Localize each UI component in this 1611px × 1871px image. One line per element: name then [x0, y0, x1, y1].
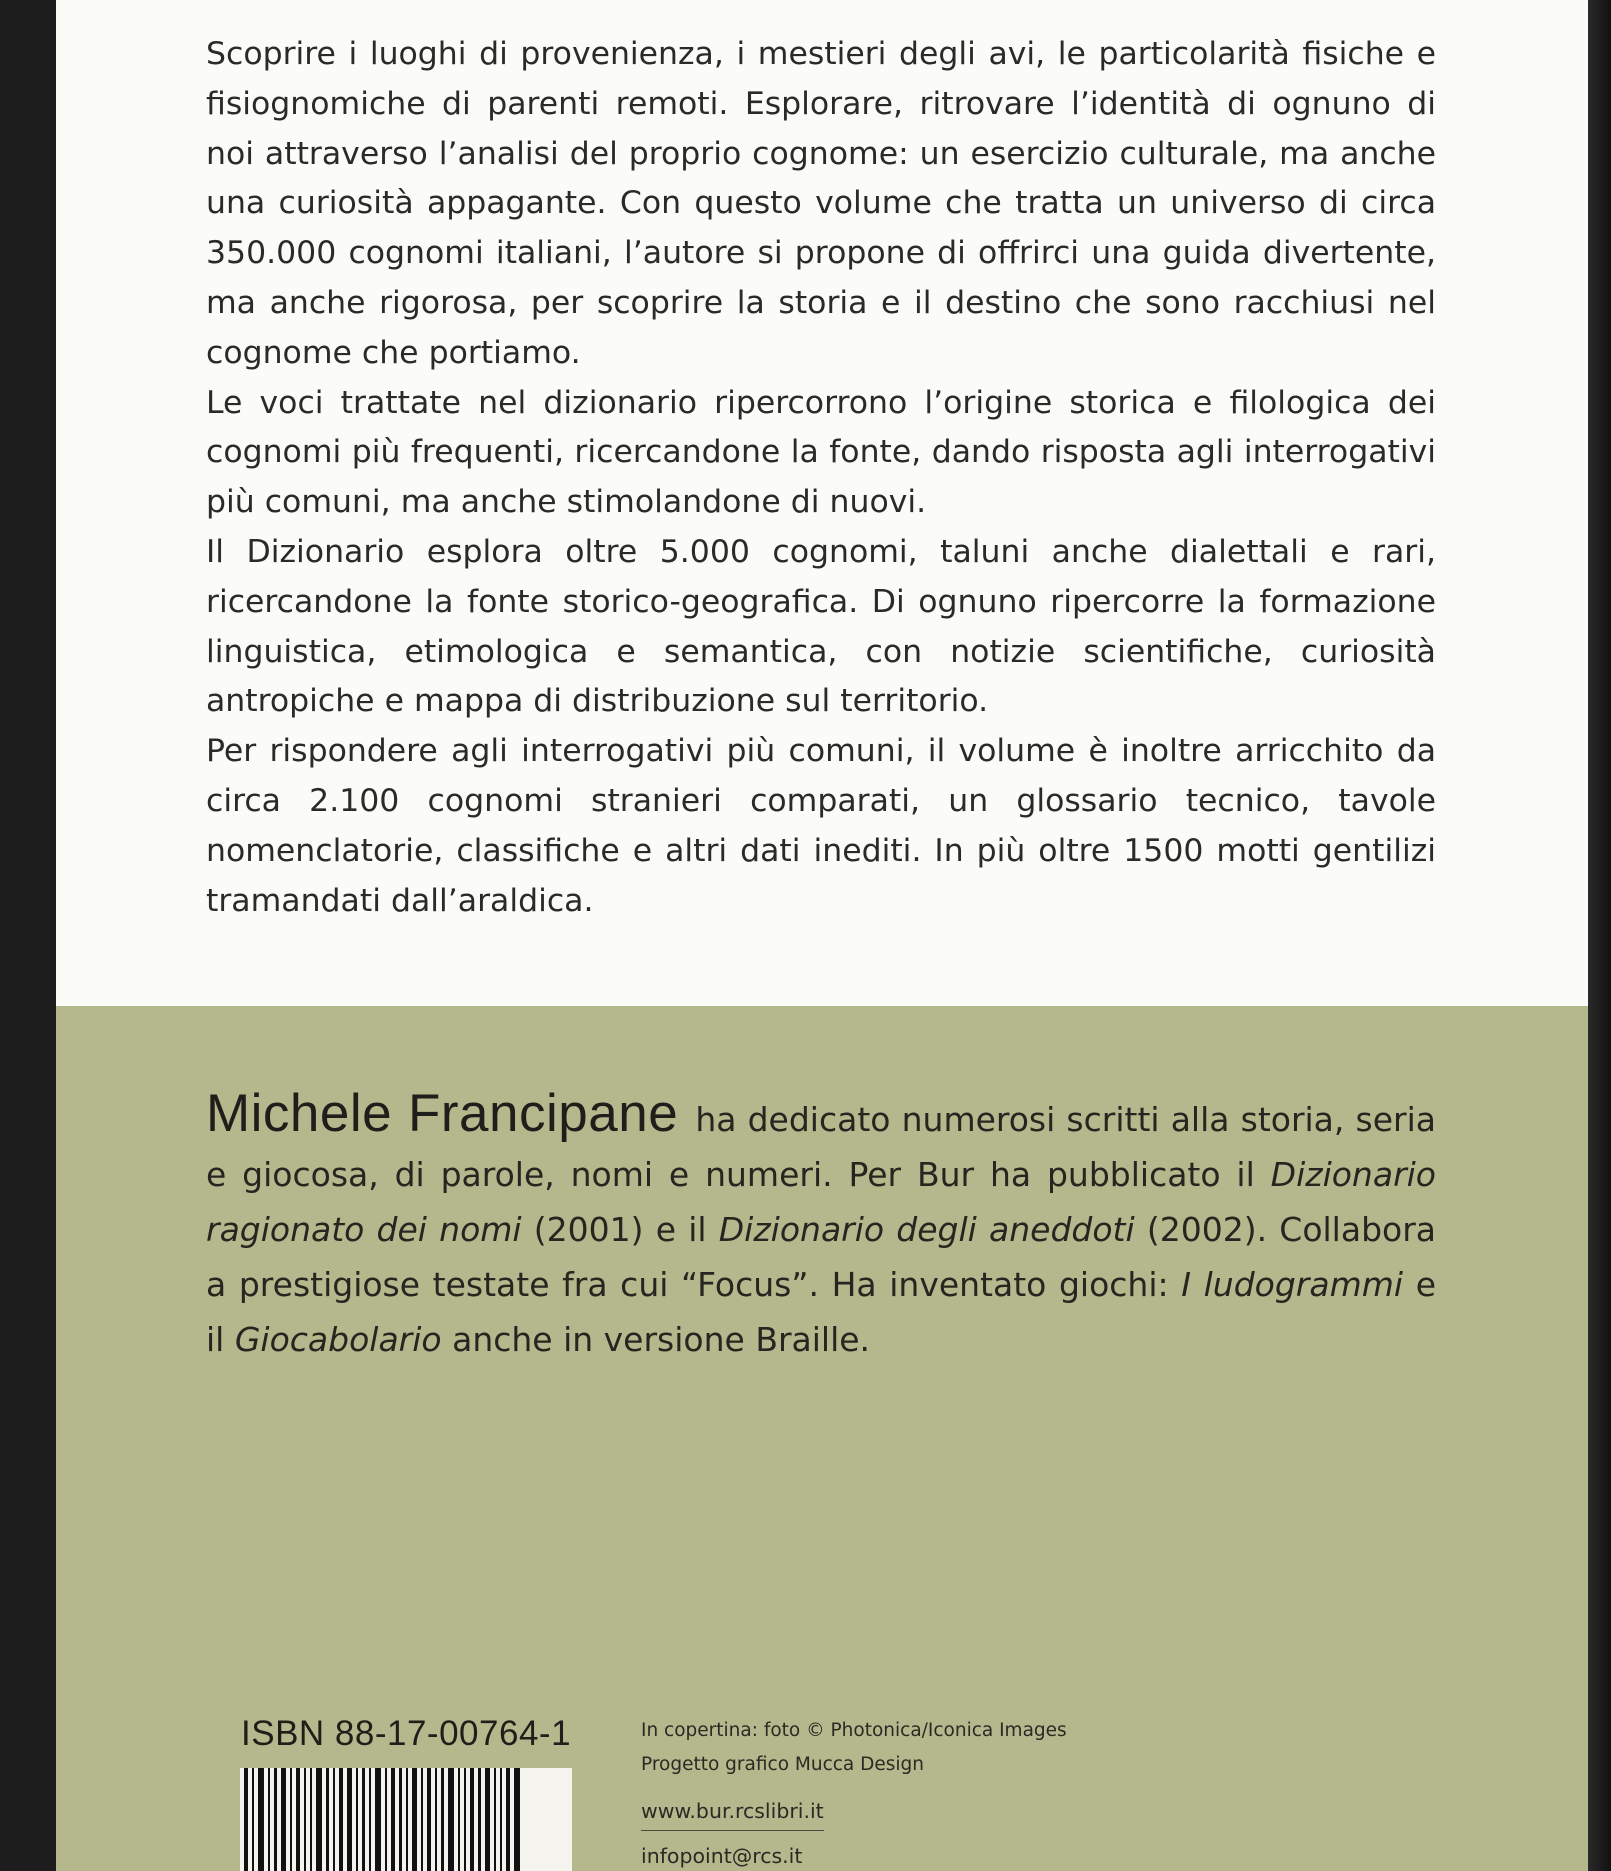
design-credit: Progetto grafico Mucca Design — [641, 1754, 925, 1775]
barcode-bar — [500, 1768, 502, 1871]
barcode-bar — [458, 1768, 460, 1871]
bio-text-3: (2002). Collabora a prestigiose testate fra cui “Focus”. Ha inventato giochi: — [206, 1210, 1436, 1304]
barcode — [240, 1768, 572, 1871]
barcode-bar — [281, 1768, 286, 1871]
email-link[interactable]: infopoint@rcs.it — [641, 1844, 803, 1868]
credits-block — [641, 1714, 1161, 1871]
barcode-bar — [427, 1768, 431, 1871]
bio-text-4: e il — [206, 1265, 1437, 1359]
barcode-bar — [441, 1768, 444, 1871]
barcode-bar — [244, 1768, 248, 1871]
barcode-bar — [375, 1768, 381, 1871]
barcode-bar — [347, 1768, 352, 1871]
book-title-1: Dizionario ragionato dei nomi — [206, 1155, 1436, 1249]
barcode-bar — [421, 1768, 423, 1871]
author-band — [56, 1006, 1588, 1871]
barcode-bar — [268, 1768, 270, 1871]
barcode-bar — [258, 1768, 264, 1871]
description-block — [206, 30, 1436, 926]
description-paragraph-1: Scoprire i luoghi di provenienza, i mestieri degli avi, le particolarità fisiche e fisiognomiche di parenti remoti. Esplorare, ritrovare l’identità di ognuno di noi attraverso l’analisi del proprio cognome: un esercizio culturale, ma anche una curiosità appagante. Con questo volume che tratta un universo di circa 350.000 cognomi italiani, l’autore si propone di offrirci una guida divertente, ma anche rigorosa, per scoprire la storia e il destino che sono racchiusi nel cognome che portiamo. — [206, 36, 1436, 371]
author-bio — [206, 1086, 1436, 1367]
barcode-bar — [326, 1768, 329, 1871]
author-name: Michele Francipane — [206, 1084, 679, 1143]
barcode-bar — [514, 1768, 520, 1871]
spine-edge — [1588, 0, 1611, 1871]
barcode-bar — [485, 1768, 490, 1871]
barcode-bar — [478, 1768, 481, 1871]
barcode-bar — [316, 1768, 322, 1871]
isbn-label: ISBN 88-17-00764-1 — [241, 1714, 572, 1753]
barcode-bar — [369, 1768, 371, 1871]
barcode-bar — [290, 1768, 292, 1871]
cover-photo-credit: In copertina: foto © Photonica/Iconica Images — [641, 1720, 1067, 1741]
bio-text-5: anche in versione Braille. — [452, 1320, 871, 1359]
barcode-bar — [406, 1768, 408, 1871]
barcode-bar — [252, 1768, 254, 1871]
barcode-bar — [412, 1768, 417, 1871]
barcode-bar — [385, 1768, 387, 1871]
barcode-bar — [391, 1768, 395, 1871]
barcode-bar — [356, 1768, 358, 1871]
bio-text-2: (2001) e il — [533, 1210, 707, 1249]
barcode-bar — [274, 1768, 277, 1871]
back-cover — [56, 0, 1588, 1871]
barcode-bar — [464, 1768, 466, 1871]
bio-text-1: ha dedicato numerosi scritti alla storia, seria e giocosa, di parole, nomi e numeri. Per Bur ha pubblicato il — [206, 1100, 1436, 1194]
barcode-bar — [304, 1768, 306, 1871]
barcode-bar — [296, 1768, 300, 1871]
barcode-bar — [399, 1768, 402, 1871]
book-title-2: Dizionario degli aneddoti — [718, 1210, 1135, 1249]
description-paragraph-2: Le voci trattate nel dizionario ripercorrono l’origine storica e filologica dei cognomi più frequenti, ricercandone la fonte, dando risposta agli interrogativi più comuni, ma anche stimolandone di nuovi. — [206, 384, 1436, 521]
game-title-2: Giocabolario — [234, 1320, 442, 1359]
description-paragraph-3: Il Dizionario esplora oltre 5.000 cognomi, taluni anche dialettali e rari, ricercandone la fonte storico-geografica. Di ognuno ripercorre la formazione linguistica, etimologica e semantica, con notizie scientifiche, curiosità antropiche e mappa di distribuzione sul territorio. — [206, 533, 1436, 720]
barcode-bar — [470, 1768, 474, 1871]
barcode-bar — [448, 1768, 454, 1871]
description-paragraph-4: Per rispondere agli interrogativi più comuni, il volume è inoltre arricchito da circa 2.100 cognomi stranieri comparati, un glossario tecnico, tavole nomenclatorie, classifiche e altri dati inediti. In più oltre 1500 motti gentilizi tramandati dall’araldica. — [206, 733, 1436, 919]
barcode-bar — [333, 1768, 335, 1871]
barcode-bar — [310, 1768, 312, 1871]
barcode-bar — [339, 1768, 343, 1871]
barcode-bar — [362, 1768, 365, 1871]
barcode-bar — [435, 1768, 437, 1871]
website-link[interactable]: www.bur.rcslibri.it — [641, 1794, 824, 1831]
barcode-bar — [506, 1768, 510, 1871]
barcode-bar — [494, 1768, 496, 1871]
game-title-1: I ludogrammi — [1181, 1265, 1404, 1304]
